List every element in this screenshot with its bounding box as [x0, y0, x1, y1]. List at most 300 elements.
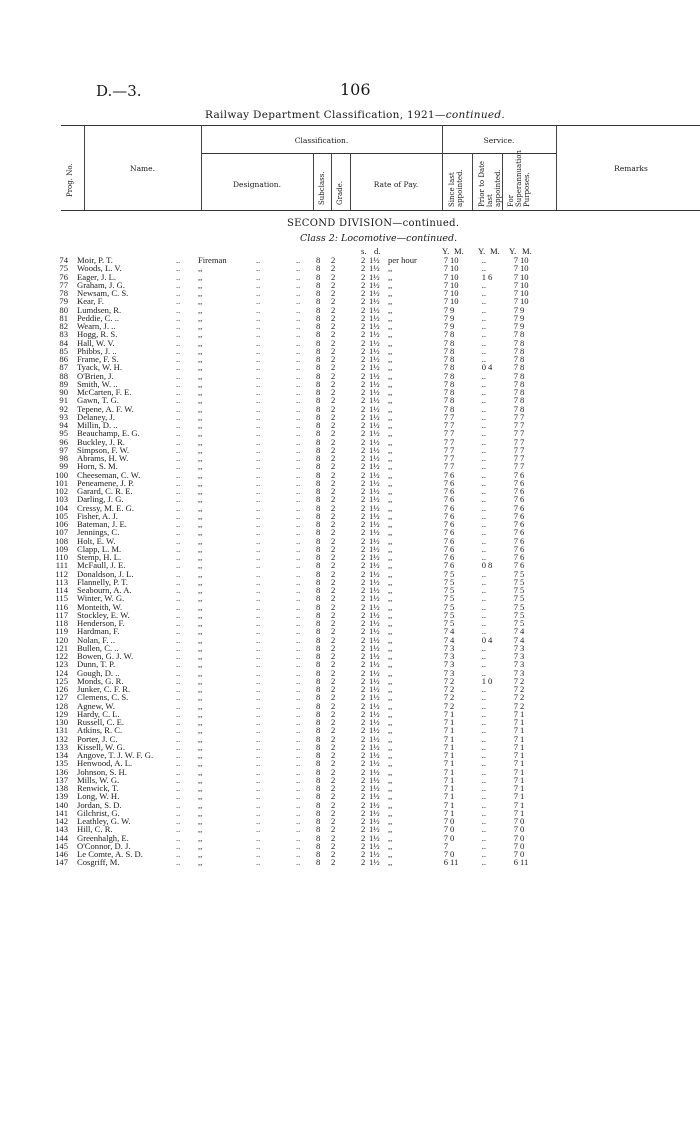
rate-shillings-cell: 2 [361, 494, 366, 505]
super-months-cell: 6 [520, 552, 525, 562]
subclass-cell: 8 [316, 461, 321, 472]
leader-dots: .. [176, 378, 181, 389]
subclass-cell: 8 [316, 609, 321, 620]
designation-cell: Fireman [198, 255, 227, 265]
grade-cell: 2 [331, 857, 336, 868]
subclass-cell: 8 [316, 642, 321, 653]
rate-shillings-cell: 2 [361, 255, 366, 265]
name-cell: Junker, C. F. R. [77, 684, 131, 694]
designation-cell: ,, [198, 453, 203, 463]
prior-years-cell: .. [481, 255, 486, 265]
prog-no-cell: 133 [55, 741, 68, 752]
leader-dots: .. [256, 741, 261, 752]
leader-dots: .. [256, 304, 261, 315]
leader-dots: .. [296, 560, 301, 571]
rate-shillings-cell: 2 [361, 263, 366, 274]
leader-dots: .. [256, 312, 261, 323]
since-years-cell: 7 [443, 568, 448, 579]
rate-pence-cell: 1½ [369, 609, 380, 620]
super-months-cell: 6 [520, 494, 525, 505]
rate-pence-cell: 1½ [369, 411, 380, 422]
super-months-cell: 3 [520, 667, 525, 678]
super-months-cell: 7 [520, 444, 525, 455]
name-cell: Frame, F. S. [77, 354, 119, 364]
name-cell: Gilchrist, G. [77, 807, 120, 818]
leader-dots: .. [176, 543, 181, 554]
grade-cell: 2 [331, 296, 336, 307]
super-months-cell: 10 [520, 288, 529, 298]
super-years-cell: 7 [513, 585, 518, 595]
designation-cell: ,, [198, 857, 203, 868]
grade-cell: 2 [331, 486, 336, 496]
rate-unit-cell: ,, [388, 469, 393, 480]
super-years-cell: 7 [513, 824, 518, 835]
since-months-cell: 8 [450, 387, 455, 397]
grade-cell: 2 [331, 255, 336, 265]
leader-dots: .. [256, 329, 261, 340]
subclass-cell: 8 [316, 824, 321, 835]
grade-cell: 2 [331, 725, 336, 736]
prog-no-cell: 100 [55, 469, 68, 480]
leader-dots: .. [256, 494, 261, 505]
super-years-cell: 7 [513, 362, 518, 373]
leader-dots: .. [176, 857, 181, 868]
super-years-cell: 7 [513, 387, 518, 397]
since-years-cell: 7 [443, 849, 448, 859]
since-months-cell: 5 [450, 576, 455, 587]
designation-cell: ,, [198, 304, 203, 315]
prog-no-cell: 84 [59, 337, 68, 348]
leader-dots: .. [296, 807, 301, 818]
prior-years-cell: .. [481, 684, 486, 694]
since-years-cell: 7 [443, 420, 448, 430]
subclass-cell: 8 [316, 411, 321, 422]
rate-pence-cell: 1½ [369, 700, 380, 711]
super-months-cell: 7 [520, 411, 525, 422]
rate-pence-cell: 1½ [369, 329, 380, 340]
rate-shillings-cell: 2 [361, 700, 366, 711]
prog-no-cell: 134 [55, 750, 68, 760]
prior-years-cell: .. [481, 420, 486, 430]
grade-cell: 2 [331, 585, 336, 595]
subclass-cell: 8 [316, 733, 321, 744]
rate-unit-cell: ,, [388, 774, 393, 785]
leader-dots: .. [176, 345, 181, 356]
prog-no-cell: 97 [59, 444, 68, 455]
since-months-cell: 1 [450, 774, 455, 785]
prior-months-cell: 4 [488, 634, 493, 645]
since-years-cell: 7 [443, 609, 448, 620]
super-months-cell: 0 [520, 832, 525, 843]
leader-dots: .. [176, 263, 181, 274]
prog-no-cell: 96 [59, 436, 68, 447]
super-months-cell: 2 [520, 692, 525, 703]
designation-cell: ,, [198, 420, 203, 430]
grade-cell: 2 [331, 288, 336, 298]
prior-years-cell: .. [481, 502, 486, 513]
rate-shillings-cell: 2 [361, 585, 366, 595]
prog-no-cell: 101 [55, 477, 68, 488]
leader-dots: .. [296, 659, 301, 670]
prior-years-cell: .. [481, 321, 486, 331]
leader-dots: .. [256, 420, 261, 430]
prior-years-cell: .. [481, 296, 486, 307]
rate-pence-cell: 1½ [369, 766, 380, 777]
since-years-cell: 7 [443, 362, 448, 373]
name-cell: Horn, S. M. [77, 461, 118, 472]
prog-no-cell: 85 [59, 345, 68, 356]
prior-years-cell: .. [481, 477, 486, 488]
super-months-cell: 1 [520, 766, 525, 777]
leader-dots: .. [296, 552, 301, 562]
prog-no-cell: 81 [59, 312, 68, 323]
leader-dots: .. [176, 807, 181, 818]
since-years-cell: 7 [443, 279, 448, 290]
prog-no-cell: 125 [55, 675, 68, 686]
prior-years-cell: .. [481, 593, 486, 604]
designation-cell: ,, [198, 642, 203, 653]
subclass-cell: 8 [316, 304, 321, 315]
leader-dots: .. [176, 832, 181, 843]
since-months-cell: 1 [450, 741, 455, 752]
super-years-cell: 7 [513, 609, 518, 620]
name-cell: Winter, W. G. [77, 593, 125, 604]
super-years-cell: 7 [513, 708, 518, 719]
rate-pence-cell: 1½ [369, 519, 380, 529]
leader-dots: .. [256, 840, 261, 851]
since-months-cell: 7 [450, 428, 455, 439]
name-cell: Tepene, A. F. W. [77, 403, 134, 414]
leader-dots: .. [296, 651, 301, 661]
subclass-cell: 8 [316, 725, 321, 736]
rate-pence-cell: 1½ [369, 387, 380, 397]
since-years-cell: 7 [443, 692, 448, 703]
rate-shillings-cell: 2 [361, 552, 366, 562]
col-since-last: Since last appointed. [448, 169, 464, 207]
super-months-cell: 10 [520, 296, 529, 307]
prior-years-cell: .. [481, 453, 486, 463]
rate-pence-cell: 1½ [369, 502, 380, 513]
since-months-cell: 6 [450, 502, 455, 513]
subclass-cell: 8 [316, 560, 321, 571]
leader-dots: .. [296, 667, 301, 678]
leader-dots: .. [176, 428, 181, 439]
leader-dots: .. [256, 527, 261, 538]
leader-dots: .. [296, 329, 301, 340]
since-years-cell: 7 [443, 675, 448, 686]
super-months-cell: 10 [520, 271, 529, 282]
rate-pence-cell: 1½ [369, 362, 380, 373]
designation-cell: ,, [198, 659, 203, 670]
subclass-cell: 8 [316, 477, 321, 488]
super-months-cell: 5 [520, 618, 525, 628]
rate-shillings-cell: 2 [361, 733, 366, 744]
rate-shillings-cell: 2 [361, 387, 366, 397]
grade-cell: 2 [331, 824, 336, 835]
table-row [0, 858, 700, 866]
leader-dots: .. [176, 337, 181, 348]
prior-years-cell: 1 [481, 675, 486, 686]
leader-dots: .. [176, 469, 181, 480]
grade-cell: 2 [331, 675, 336, 686]
since-years-cell: 7 [443, 659, 448, 670]
super-years-cell: 7 [513, 477, 518, 488]
super-months-cell: 11 [520, 857, 529, 868]
designation-cell: ,, [198, 750, 203, 760]
leader-dots: .. [176, 288, 181, 298]
name-cell: Holt, E. W. [77, 535, 116, 546]
since-months-cell: 9 [450, 321, 455, 331]
rate-pence-cell: 1½ [369, 576, 380, 587]
prior-months-cell: 4 [488, 362, 493, 373]
subclass-cell: 8 [316, 849, 321, 859]
unit-months: M. [522, 246, 532, 256]
super-months-cell: 2 [520, 684, 525, 694]
super-months-cell: 7 [520, 453, 525, 463]
leader-dots: .. [296, 675, 301, 686]
leader-dots: .. [296, 840, 301, 851]
leader-dots: .. [256, 453, 261, 463]
super-years-cell: 7 [513, 684, 518, 694]
designation-cell: ,, [198, 651, 203, 661]
leader-dots: .. [176, 741, 181, 752]
designation-cell: ,, [198, 552, 203, 562]
prog-no-cell: 95 [59, 428, 68, 439]
grade-cell: 2 [331, 535, 336, 546]
super-months-cell: 8 [520, 395, 525, 406]
super-years-cell: 7 [513, 255, 518, 265]
prior-years-cell: .. [481, 370, 486, 381]
subclass-cell: 8 [316, 436, 321, 447]
prog-no-cell: 104 [55, 502, 68, 513]
designation-cell: ,, [198, 279, 203, 290]
super-years-cell: 6 [513, 857, 518, 868]
since-years-cell: 7 [443, 288, 448, 298]
super-years-cell: 7 [513, 725, 518, 736]
super-months-cell: 8 [520, 403, 525, 414]
grade-cell: 2 [331, 428, 336, 439]
leader-dots: .. [296, 692, 301, 703]
rate-pence-cell: 1½ [369, 708, 380, 719]
col-service: Service. [483, 136, 515, 145]
since-years-cell: 7 [443, 840, 448, 851]
leader-dots: .. [176, 585, 181, 595]
rate-pence-cell: 1½ [369, 741, 380, 752]
prog-no-cell: 113 [55, 576, 68, 587]
subclass-cell: 8 [316, 774, 321, 785]
name-cell: Johnson, S. H. [77, 766, 127, 777]
rate-pence-cell: 1½ [369, 304, 380, 315]
leader-dots: .. [296, 288, 301, 298]
name-cell: Greenhalgh, E. [77, 832, 129, 843]
since-years-cell: 7 [443, 477, 448, 488]
since-months-cell: 5 [450, 601, 455, 612]
super-years-cell: 7 [513, 321, 518, 331]
super-months-cell: 8 [520, 345, 525, 356]
super-years-cell: 7 [513, 733, 518, 744]
prior-years-cell: .. [481, 601, 486, 612]
leader-dots: .. [176, 486, 181, 496]
rate-unit-cell: ,, [388, 428, 393, 439]
super-years-cell: 7 [513, 337, 518, 348]
prog-no-cell: 111 [55, 560, 68, 571]
prog-no-cell: 102 [55, 486, 68, 496]
grade-cell: 2 [331, 312, 336, 323]
rate-shillings-cell: 2 [361, 312, 366, 323]
name-cell: Woods, L. V. [77, 263, 122, 274]
super-months-cell: 0 [520, 849, 525, 859]
rate-shillings-cell: 2 [361, 354, 366, 364]
rate-pence-cell: 1½ [369, 725, 380, 736]
since-years-cell: 7 [443, 469, 448, 480]
leader-dots: .. [176, 651, 181, 661]
prog-no-cell: 141 [55, 807, 68, 818]
leader-dots: .. [176, 601, 181, 612]
rate-unit-cell: ,, [388, 378, 393, 389]
name-cell: Smith, W. .. [77, 378, 118, 389]
prog-no-cell: 128 [55, 700, 68, 711]
name-cell: Delaney, J. [77, 411, 115, 422]
subclass-cell: 8 [316, 321, 321, 331]
super-years-cell: 7 [513, 436, 518, 447]
since-months-cell: 6 [450, 494, 455, 505]
col-name: Name. [130, 164, 155, 173]
super-years-cell: 7 [513, 329, 518, 340]
name-cell: Newsam, C. S. [77, 288, 129, 298]
since-months-cell: 6 [450, 469, 455, 480]
name-cell: Stemp, H. L. [77, 552, 122, 562]
since-months-cell: 6 [450, 543, 455, 554]
leader-dots: .. [176, 708, 181, 719]
col-prior: Prior to Date last appointed. [478, 160, 502, 207]
prog-no-cell: 109 [55, 543, 68, 554]
super-years-cell: 7 [513, 675, 518, 686]
since-months-cell: 1 [450, 733, 455, 744]
leader-dots: .. [296, 543, 301, 554]
super-months-cell: 1 [520, 791, 525, 802]
prior-years-cell: .. [481, 618, 486, 628]
since-months-cell: 8 [450, 403, 455, 414]
prog-no-cell: 127 [55, 692, 68, 703]
subclass-cell: 8 [316, 519, 321, 529]
leader-dots: .. [176, 255, 181, 265]
name-cell: Hogg, R. S. [77, 329, 118, 340]
super-months-cell: 5 [520, 593, 525, 604]
prog-no-cell: 80 [59, 304, 68, 315]
since-months-cell: 7 [450, 461, 455, 472]
super-years-cell: 7 [513, 618, 518, 628]
prior-years-cell: .. [481, 387, 486, 397]
rate-pence-cell: 1½ [369, 255, 380, 265]
designation-cell: ,, [198, 626, 203, 637]
leader-dots: .. [296, 411, 301, 422]
subclass-cell: 8 [316, 403, 321, 414]
super-years-cell: 7 [513, 395, 518, 406]
subclass-cell: 8 [316, 675, 321, 686]
leader-dots: .. [176, 576, 181, 587]
since-years-cell: 7 [443, 444, 448, 455]
leader-dots: .. [296, 725, 301, 736]
col-prog-no: Prog. No. [66, 163, 74, 197]
rate-pence-cell: 1½ [369, 527, 380, 538]
since-months-cell: 6 [450, 486, 455, 496]
leader-dots: .. [256, 469, 261, 480]
subclass-cell: 8 [316, 543, 321, 554]
prog-no-cell: 118 [55, 618, 68, 628]
leader-dots: .. [256, 279, 261, 290]
rate-unit-cell: ,, [388, 312, 393, 323]
since-months-cell: 6 [450, 552, 455, 562]
since-years-cell: 7 [443, 527, 448, 538]
rate-shillings-cell: 2 [361, 642, 366, 653]
since-months-cell: 6 [450, 510, 455, 521]
grade-cell: 2 [331, 601, 336, 612]
prog-no-cell: 90 [59, 387, 68, 397]
subclass-cell: 8 [316, 271, 321, 282]
rate-shillings-cell: 2 [361, 667, 366, 678]
since-years-cell: 7 [443, 255, 448, 265]
rate-pence-cell: 1½ [369, 296, 380, 307]
prior-years-cell: .. [481, 552, 486, 562]
rate-shillings-cell: 2 [361, 436, 366, 447]
prior-years-cell: .. [481, 816, 486, 826]
leader-dots: .. [256, 461, 261, 472]
leader-dots: .. [256, 667, 261, 678]
leader-dots: .. [176, 510, 181, 521]
super-months-cell: 4 [520, 626, 525, 637]
super-months-cell: 1 [520, 774, 525, 785]
since-years-cell: 7 [443, 378, 448, 389]
super-months-cell: 6 [520, 543, 525, 554]
super-months-cell: 6 [520, 469, 525, 480]
designation-cell: ,, [198, 296, 203, 307]
subclass-cell: 8 [316, 354, 321, 364]
rate-unit-cell: ,, [388, 783, 393, 793]
prog-no-cell: 74 [59, 255, 68, 265]
grade-cell: 2 [331, 708, 336, 719]
unit-years: Y. [509, 246, 517, 256]
name-cell: Henwood, A. L. [77, 758, 133, 769]
since-years-cell: 7 [443, 502, 448, 513]
col-remarks: Remarks [614, 164, 648, 173]
rule-top [61, 125, 700, 126]
since-years-cell: 7 [443, 651, 448, 661]
rate-pence-cell: 1½ [369, 642, 380, 653]
name-cell: Peneamene, J. P. [77, 477, 135, 488]
rate-unit-cell: ,, [388, 700, 393, 711]
since-years-cell: 7 [443, 510, 448, 521]
rate-unit-cell: ,, [388, 593, 393, 604]
leader-dots: .. [256, 510, 261, 521]
since-months-cell: 0 [450, 832, 455, 843]
prog-no-cell: 112 [55, 568, 68, 579]
super-years-cell: 7 [513, 593, 518, 604]
rate-pence-cell: 1½ [369, 684, 380, 694]
super-months-cell: 10 [520, 255, 529, 265]
since-years-cell: 7 [443, 263, 448, 274]
leader-dots: .. [256, 255, 261, 265]
prior-years-cell: .. [481, 279, 486, 290]
subclass-cell: 8 [316, 593, 321, 604]
super-years-cell: 7 [513, 378, 518, 389]
leader-dots: .. [296, 370, 301, 381]
prog-no-cell: 142 [55, 816, 68, 826]
since-months-cell: 1 [450, 717, 455, 727]
super-months-cell: 6 [520, 519, 525, 529]
super-months-cell: 3 [520, 659, 525, 670]
leader-dots: .. [256, 362, 261, 373]
rate-pence-cell: 1½ [369, 263, 380, 274]
